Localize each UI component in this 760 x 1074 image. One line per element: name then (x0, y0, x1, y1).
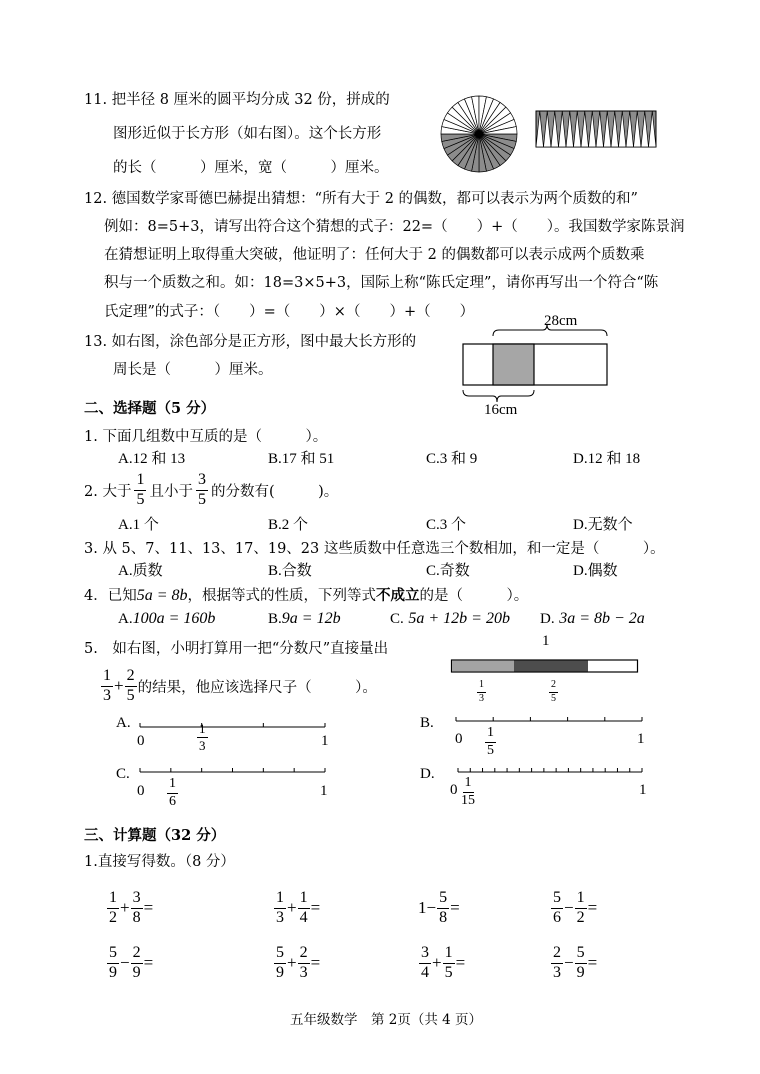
calc-item: $\frac{2}{3}$ − $\frac{5}{9}$ = (553, 944, 598, 981)
fraction-3-5: $\frac{3}{5}$ (197, 471, 206, 508)
q2-5-line1: 5. 如右图，小明打算用一把“分数尺”直接量出 (84, 641, 389, 657)
q2-4-stem: 4．已知5a = 8b，根据等式的性质，下列等式不成立的是（ ）。 (84, 587, 529, 604)
q2-2-option-c: C.3 个 (426, 517, 467, 533)
ruler-a-one: 1 (321, 733, 329, 749)
q2-3-option-c: C.奇数 (426, 563, 470, 579)
q2-1-option-d: D.12 和 18 (573, 451, 641, 467)
ruler-a-zero: 0 (137, 733, 145, 749)
q13-line2: 周长是（ ）厘米。 (113, 362, 273, 378)
calc-item: $\frac{1}{2}$ + $\frac{3}{8}$ = (109, 889, 154, 926)
fraction-2-5: $\frac{2}{5}$ (126, 667, 135, 704)
ruler-b-fraction: $\frac{1}{5}$ (487, 725, 494, 758)
calc-item: 1 − $\frac{5}{8}$ = (418, 889, 460, 926)
ruler-c-fraction: $\frac{1}{6}$ (169, 776, 176, 809)
q2-2-option-a: A.1 个 (118, 517, 159, 533)
calc-item: $\frac{3}{4}$ + $\frac{1}{5}$ = (421, 944, 466, 981)
label-28cm: 28cm (544, 313, 578, 329)
q12-line5: 氏定理”的式子：（ ）=（ ）×（ ）+（ ） (104, 304, 475, 320)
page-footer: 五年级数学 第 2页（共 4 页） (290, 1012, 483, 1028)
section3-title: 三、计算题（32 分） (84, 827, 226, 844)
ruler-b-one: 1 (637, 731, 645, 747)
q11-line1: 11. 把半径 8 厘米的圆平均分成 32 份，拼成的 (84, 92, 390, 108)
q2-4-option-b: B.9a = 12b (268, 610, 341, 627)
calc-item: $\frac{5}{9}$ + $\frac{2}{3}$ = (276, 944, 321, 981)
rectangle-square-figure (455, 310, 615, 420)
rearranged-rectangle-figure (535, 110, 657, 148)
shaded-square (493, 344, 534, 385)
q13-line1: 13. 如右图，涂色部分是正方形，图中最大长方形的 (84, 334, 417, 350)
calc-item: $\frac{5}{6}$ − $\frac{1}{2}$ = (553, 889, 598, 926)
fraction-ruler-bar (451, 658, 641, 678)
circle-sectors-figure (439, 94, 519, 174)
q2-2-stem (84, 472, 338, 509)
ruler-b-letter: B. (420, 715, 434, 731)
q11-line2: 图形近似于长方形（如右图）。这个长方形 (113, 126, 382, 142)
q2-1-stem: 1. 下面几组数中互质的是（ ）。 (84, 429, 328, 445)
q2-4-option-c: C. 5a + 12b = 20b (390, 610, 510, 627)
ruler-c-zero: 0 (137, 783, 145, 799)
bar-segment-two-fifths (514, 661, 588, 672)
q2-1-option-c: C.3 和 9 (426, 451, 478, 467)
q11-line3: 的长（ ）厘米，宽（ ）厘米。 (113, 160, 389, 176)
q2-1-option-a: A.12 和 13 (118, 451, 186, 467)
section3-sub1: 1.直接写得数。（8 分） (84, 854, 235, 870)
ruler-c-one: 1 (320, 783, 328, 799)
q2-2-pre: 2. 大于 (84, 483, 132, 500)
q2-1-option-b: B.17 和 51 (268, 451, 335, 467)
bottom-brace (463, 390, 534, 402)
bar-label-1-3: $\frac{1}{3}$ (479, 679, 484, 704)
calc-item: $\frac{1}{3}$ + $\frac{1}{4}$ = (276, 889, 321, 926)
q2-2-option-b: B.2 个 (268, 517, 309, 533)
bar-label-1: 1 (542, 633, 550, 649)
ruler-d-one: 1 (639, 782, 647, 798)
q2-2-mid: 且小于 (149, 483, 193, 500)
calc-item: $\frac{5}{9}$ − $\frac{2}{9}$ = (109, 944, 154, 981)
q12-line3: 在猜想证明上取得重大突破，他证明了：任何大于 2 的偶数都可以表示成两个质数乘 (104, 247, 645, 263)
q2-3-stem: 3. 从 5、7、11、13、17、19、23 这些质数中任意选三个数相加，和一定是（ ）。 (84, 541, 665, 557)
q2-4-option-d: D. 3a = 8b − 2a (540, 610, 645, 627)
fraction-1-5: $\frac{1}{5}$ (136, 471, 145, 508)
q2-3-option-a: A.质数 (118, 563, 163, 579)
fraction-1-3: $\frac{1}{3}$ (103, 667, 111, 704)
q2-4-given-equation: 5a = 8b (136, 587, 188, 604)
q12-line2: 例如：8=5+3，请写出符合这个猜想的式子：22=（ ）+（ ）。我国数学家陈景润 (104, 219, 685, 235)
q2-2-option-d: D.无数个 (573, 517, 633, 533)
ruler-a-letter: A. (116, 715, 131, 731)
q2-2-post: 的分数有( )。 (210, 483, 339, 500)
label-16cm: 16cm (484, 402, 518, 418)
outer-rectangle (463, 344, 607, 385)
bar-segment-one-third (452, 661, 514, 672)
q2-5-line2: $\frac{1}{3}$ + $\frac{2}{5}$ 的结果，他应该选择尺子（ ）。 (103, 667, 377, 704)
q2-3-option-b: B.合数 (268, 563, 312, 579)
q12-line4: 积与一个质数之和。如：18=3×5+3，国际上称“陈氏定理”，请你再写出一个符合“陈 (104, 275, 659, 291)
ruler-c-letter: C. (116, 766, 130, 782)
ruler-a-fraction: $\frac{1}{3}$ (199, 721, 206, 753)
ruler-d (458, 763, 648, 781)
ruler-d-fraction: $\frac{1}{15}$ (461, 775, 475, 808)
ruler-d-zero: 0 (450, 782, 458, 798)
ruler-b-zero: 0 (455, 731, 463, 747)
section2-title: 二、选择题（5 分） (84, 400, 216, 417)
ruler-a (140, 718, 330, 736)
bar-label-2-5: $\frac{2}{5}$ (551, 679, 556, 704)
q2-4-bold-text: 不成立 (376, 587, 420, 604)
ruler-d-letter: D. (420, 766, 435, 782)
q2-4-option-a: A.100a = 160b (118, 610, 216, 627)
q2-3-option-d: D.偶数 (573, 563, 618, 579)
q12-line1: 12. 德国数学家哥德巴赫提出猜想：“所有大于 2 的偶数，都可以表示为两个质数的和” (84, 191, 638, 207)
